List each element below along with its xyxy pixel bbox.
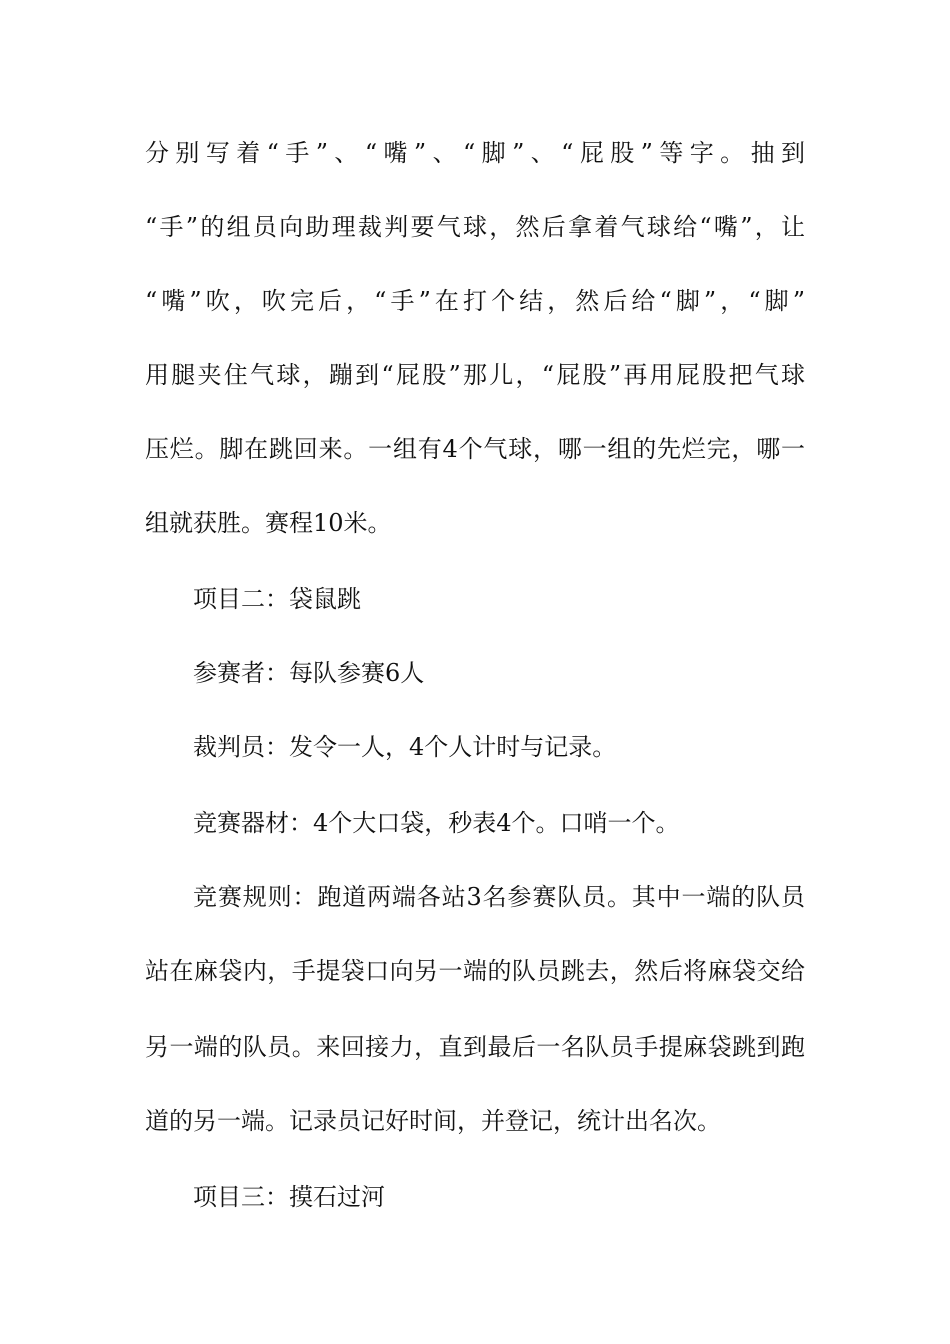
referee-line: 裁判员：发令一人，4个人计时与记录。 xyxy=(193,733,617,761)
paragraph-line: 用腿夹住气球，蹦到“屁股”那儿，“屁股”再用屁股把气球 xyxy=(145,361,805,389)
rules-line: 另一端的队员。来回接力，直到最后一名队员手提麻袋跳到跑 xyxy=(145,1033,805,1061)
rules-line: 道的另一端。记录员记好时间，并登记，统计出名次。 xyxy=(145,1107,721,1135)
paragraph-line: 分别写着“手”、“嘴”、“脚”、“屁股”等字。抽到 xyxy=(145,139,805,167)
section-heading: 项目二：袋鼠跳 xyxy=(193,585,361,613)
section-heading: 项目三：摸石过河 xyxy=(193,1183,385,1211)
paragraph-line: 组就获胜。赛程10米。 xyxy=(145,509,392,537)
paragraph-line: “手”的组员向助理裁判要气球，然后拿着气球给“嘴”，让 xyxy=(145,213,805,241)
paragraph-line: “嘴”吹，吹完后，“手”在打个结，然后给“脚”，“脚” xyxy=(145,287,805,315)
participants-line: 参赛者：每队参赛6人 xyxy=(193,659,425,687)
paragraph-line: 压烂。脚在跳回来。一组有4个气球，哪一组的先烂完，哪一 xyxy=(145,435,805,463)
rules-line: 站在麻袋内，手提袋口向另一端的队员跳去，然后将麻袋交给 xyxy=(145,957,805,985)
rules-line: 竞赛规则：跑道两端各站3名参赛队员。其中一端的队员 xyxy=(193,883,805,911)
equipment-line: 竞赛器材：4个大口袋，秒表4个。口哨一个。 xyxy=(193,809,680,837)
